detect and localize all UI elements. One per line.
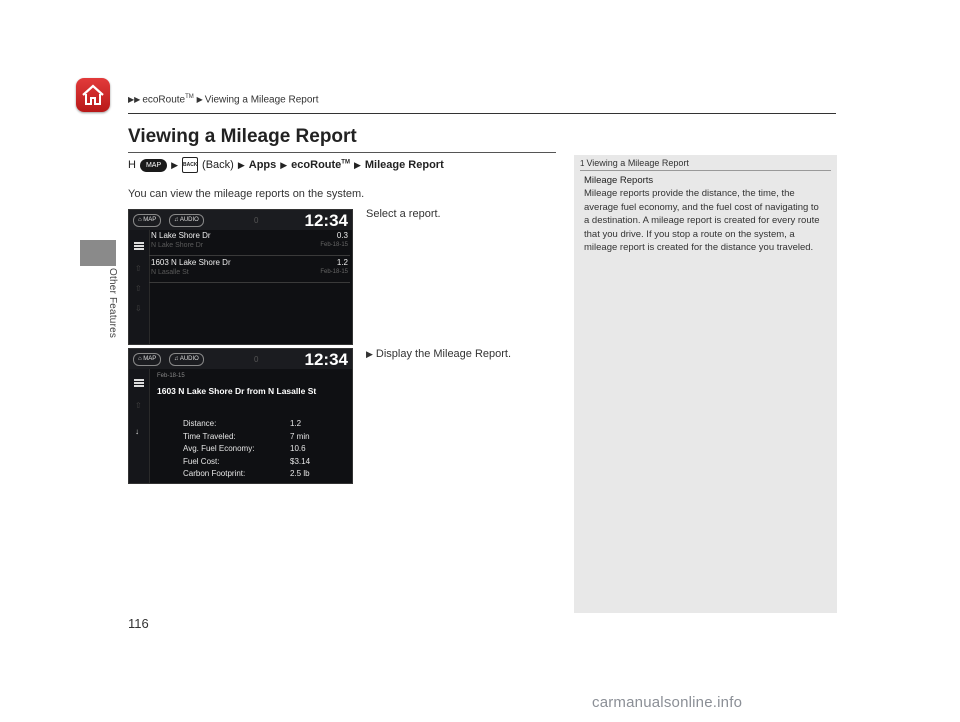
title-divider [128,152,556,153]
side-menu [129,369,150,483]
header-divider [128,113,836,114]
clock: 12:34 [304,350,348,369]
page-title: Viewing a Mileage Report [128,126,357,147]
note-divider [580,170,831,171]
mileage-step: Mileage Report [364,159,444,171]
ecoroute-step: ecoRoute™ [291,159,350,171]
arrow-icon: ▶ [237,159,245,170]
table-row: Fuel Cost: $3.14 [183,456,311,466]
report-origin: N Lasalle St [151,269,189,276]
arrow-icon: ▶ [171,159,179,170]
note-panel [574,155,837,613]
report-address: N Lake Shore Dr [151,231,211,240]
back-label: (Back) [202,159,234,171]
table-row: Time Traveled: 7 min [183,431,310,441]
apps-step: Apps [248,159,277,171]
audio-pill: ♫ AUDIO [169,353,204,366]
page-number: 116 [128,616,149,631]
clock: 12:34 [304,211,348,230]
step-caption: Select a report. [366,208,441,220]
arrow-icon: ▶ [280,159,288,170]
intro-text: You can view the mileage reports on the system. [128,188,365,200]
report-date: Feb-18-15 [320,269,348,275]
report-date: Feb-18-15 [157,373,185,379]
note-subheading: Mileage Reports [584,175,654,186]
tm-mark: TM [185,94,194,100]
menu-icon [134,379,144,387]
arrow-icon: ▶ [196,95,203,105]
status-bar [129,210,352,230]
report-table [183,419,310,482]
status-bar [129,349,352,369]
report-address: 1603 N Lake Shore Dr [151,258,231,267]
watermark: carmanualsonline.info [592,694,743,711]
report-distance: 0.3 [336,231,348,240]
report-list-screenshot [128,209,353,345]
down-arrow-icon: ↓ [135,427,139,436]
ghost-icon: ⇩ [135,304,142,313]
section-tab [80,240,116,266]
note-body: Mileage reports provide the distance, the time, the average fuel economy, and the fuel cost of navigating to a destination. A mileage report is created for every route that you drive. If you stop a route on the system, a mileage report is created for the distance you traveled. [584,188,820,253]
list-item [149,257,350,283]
report-distance: 1.2 [336,258,348,267]
ghost-icon: ⇧ [135,264,142,273]
ghost-icon: ⇧ [135,284,142,293]
arrow-icon: ▶▶ [128,95,141,105]
signal-indicator: 0 [254,216,259,225]
arrow-icon: ▶ [366,349,373,359]
ghost-icon: ⇧ [135,401,142,410]
audio-pill: ♫ AUDIO [169,214,204,227]
list-item [149,230,350,256]
breadcrumb [128,94,319,105]
report-date: Feb-18-15 [320,242,348,248]
home-icon[interactable] [76,78,110,112]
home-small-icon: H [128,159,136,171]
breadcrumb-item: Viewing a Mileage Report [204,94,319,106]
menu-icon [134,242,144,250]
map-button-icon: MAP [140,159,167,172]
table-row: Avg. Fuel Economy: 10.6 [183,444,306,453]
report-origin: N Lake Shore Dr [151,242,204,249]
report-title: 1603 N Lake Shore Dr from N Lasalle St [157,386,317,396]
arrow-icon: ▶ [353,159,361,170]
section-label: Other Features [107,268,118,339]
breadcrumb-item[interactable]: ecoRoute [142,94,186,106]
table-row: Distance: 1.2 [183,419,302,428]
signal-indicator: 0 [254,355,259,364]
step-caption: ▶ Display the Mileage Report. [366,348,512,360]
table-row: Carbon Footprint: 2.5 lb [183,469,310,478]
report-detail-screenshot [128,348,353,484]
note-heading: 1 Viewing a Mileage Report [580,158,689,168]
map-pill: ⌂ MAP [133,214,161,227]
procedure-steps [128,157,444,173]
side-menu [129,230,150,344]
back-button-icon: BACK [182,157,198,173]
map-pill: ⌂ MAP [133,353,161,366]
